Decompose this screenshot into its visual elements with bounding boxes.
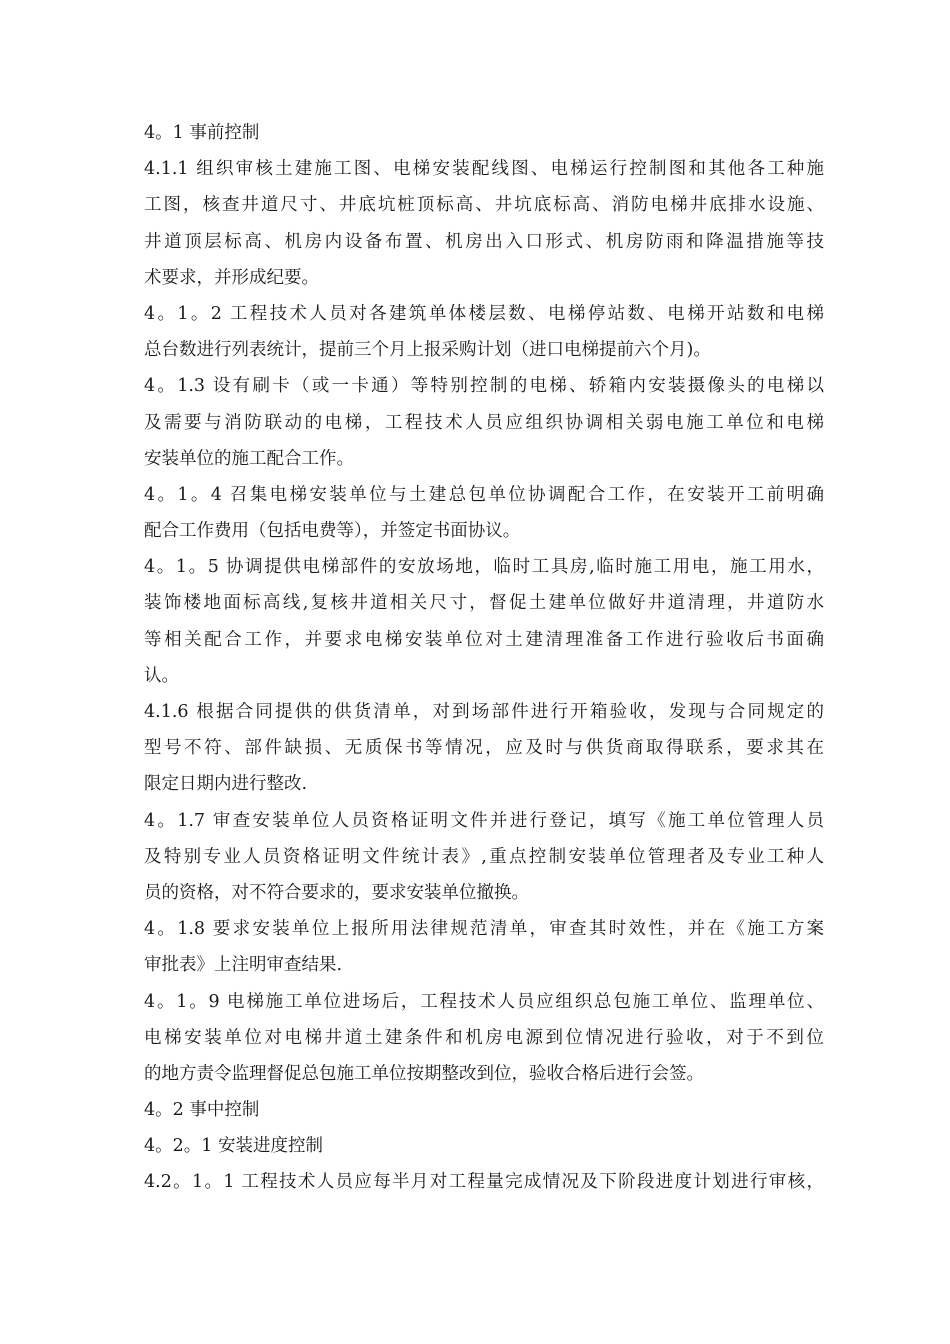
- paragraph-4-1-3-line-2: 及需要与消防联动的电梯，工程技术人员应组织协调相关弱电施工单位和电梯: [144, 412, 824, 433]
- subsection-heading-4-2-1: 4。2。1 安装进度控制: [144, 1136, 323, 1157]
- paragraph-4-1-8-line-2: 审批表》上注明审查结果.: [144, 955, 343, 976]
- paragraph-4-1-2-line-2: 总台数进行列表统计，提前三个月上报采购计划（进口电梯提前六个月)。: [144, 340, 711, 361]
- paragraph-4-1-1-line-3: 井道顶层标高、机房内设备布置、机房出入口形式、机房防雨和降温措施等技: [144, 231, 824, 252]
- paragraph-4-1-5-line-4: 认。: [144, 665, 179, 686]
- paragraph-4-1-9-line-1: 4。1。9 电梯施工单位进场后，工程技术人员应组织总包施工单位、监理单位、: [144, 991, 824, 1012]
- paragraph-4-1-7-line-3: 员的资格，对不符合要求的，要求安装单位撤换。: [144, 882, 529, 903]
- paragraph-4-1-5-line-2: 装饰楼地面标高线,复核井道相关尺寸，督促土建单位做好井道清理，井道防水: [144, 593, 824, 614]
- paragraph-4-1-7-line-1: 4。1.7 审查安装单位人员资格证明文件并进行登记，填写《施工单位管理人员: [144, 810, 824, 831]
- paragraph-4-1-4-line-2: 配合工作费用（包括电费等），并签定书面协议。: [144, 521, 521, 542]
- paragraph-4-1-4-line-1: 4。1。4 召集电梯安装单位与土建总包单位协调配合工作，在安装开工前明确: [144, 484, 824, 505]
- paragraph-4-1-3-line-1: 4。1.3 设有刷卡（或一卡通）等特别控制的电梯、轿箱内安装摄像头的电梯以: [144, 376, 824, 397]
- document-body: [144, 115, 824, 1201]
- paragraph-4-1-9-line-3: 的地方责令监理督促总包施工单位按期整改到位，验收合格后进行会签。: [144, 1063, 704, 1084]
- paragraph-4-1-9-line-2: 电梯安装单位对电梯井道土建条件和机房电源到位情况进行验收，对于不到位: [144, 1027, 824, 1048]
- section-heading-4-2: 4。2 事中控制: [144, 1100, 260, 1121]
- paragraph-4-2-1-1-line-1: 4.2。1。1 工程技术人员应每半月对工程量完成情况及下阶段进度计划进行审核，: [144, 1172, 824, 1193]
- paragraph-4-1-1-line-4: 术要求，并形成纪要。: [144, 267, 319, 288]
- paragraph-4-1-6-line-2: 型号不符、部件缺损、无质保书等情况，应及时与供货商取得联系，要求其在: [144, 738, 824, 759]
- paragraph-4-1-5-line-1: 4。1。5 协调提供电梯部件的安放场地，临时工具房,临时施工用电，施工用水，: [144, 557, 824, 578]
- paragraph-4-1-7-line-2: 及特别专业人员资格证明文件统计表》,重点控制安装单位管理者及专业工种人: [144, 846, 824, 867]
- section-heading-4-1: 4。1 事前控制: [144, 123, 260, 143]
- paragraph-4-1-5-line-3: 等相关配合工作，并要求电梯安装单位对土建清理准备工作进行验收后书面确: [144, 629, 824, 650]
- paragraph-4-1-6-line-1: 4.1.6 根据合同提供的供货清单，对到场部件进行开箱验收，发现与合同规定的: [144, 702, 824, 722]
- paragraph-4-1-2-line-1: 4。1。2 工程技术人员对各建筑单体楼层数、电梯停站数、电梯开站数和电梯: [144, 303, 824, 324]
- paragraph-4-1-8-line-1: 4。1.8 要求安装单位上报所用法律规范清单，审查其时效性，并在《施工方案: [144, 919, 824, 940]
- paragraph-4-1-6-line-3: 限定日期内进行整改.: [144, 774, 308, 795]
- paragraph-4-1-1-line-2: 工图，核查井道尺寸、井底坑桩顶标高、井坑底标高、消防电梯井底排水设施、: [144, 195, 824, 216]
- paragraph-4-1-3-line-3: 安装单位的施工配合工作。: [144, 448, 354, 469]
- paragraph-4-1-1-line-1: 4.1.1 组织审核土建施工图、电梯安装配线图、电梯运行控制图和其他各工种施: [144, 159, 824, 180]
